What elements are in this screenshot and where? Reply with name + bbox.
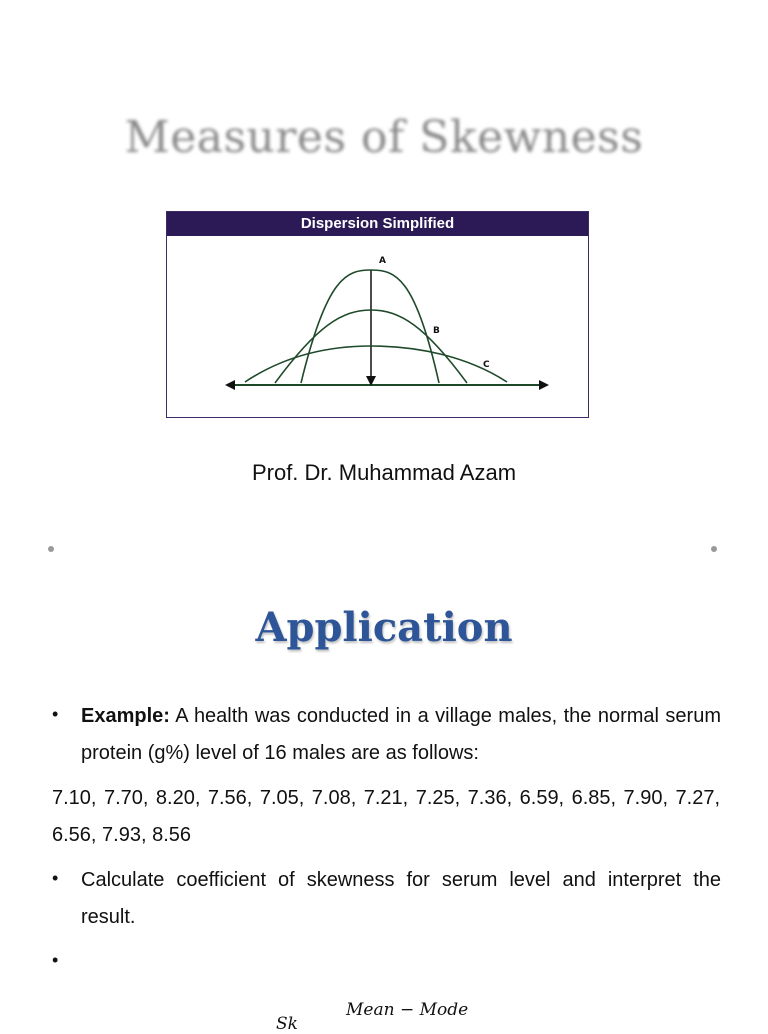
divider-dot-right bbox=[711, 546, 717, 552]
author-name: Prof. Dr. Muhammad Azam bbox=[251, 460, 517, 485]
curve-label-b: B bbox=[433, 326, 440, 336]
curve-label-a: A bbox=[379, 256, 386, 266]
example-label: Example: bbox=[81, 705, 170, 727]
bullet-icon: • bbox=[52, 950, 59, 970]
application-heading: Application bbox=[255, 604, 513, 651]
curve-a bbox=[301, 270, 439, 383]
task-paragraph: Calculate coefficient of skewness for serum level and interpret the result. bbox=[81, 869, 721, 928]
data-values: 7.10, 7.70, 8.20, 7.56, 7.05, 7.08, 7.21, 7.25, 7.36, 6.59, 6.85, 7.90, 7.27, 6.56, 7.93, 8.56 bbox=[52, 787, 720, 846]
dispersion-figure bbox=[166, 211, 589, 418]
right-arrow bbox=[539, 380, 549, 390]
left-arrow bbox=[225, 380, 235, 390]
bullet-icon: • bbox=[52, 868, 59, 888]
bullet-icon: • bbox=[52, 704, 59, 724]
curve-label-c: C bbox=[483, 360, 490, 370]
example-text: A health was conducted in a village males, the normal serum protein (g%) level of 16 males are as follows: bbox=[81, 705, 721, 764]
figure-header: Dispersion Simplified bbox=[167, 212, 588, 236]
formula-numerator: Mean − Mode bbox=[346, 1000, 469, 1020]
curve-c bbox=[245, 346, 507, 382]
formula-prefix: Sk bbox=[276, 1014, 298, 1034]
divider-dot-left bbox=[48, 546, 54, 552]
example-paragraph bbox=[81, 698, 721, 772]
slide-title: Measures of Skewness bbox=[124, 112, 644, 163]
dispersion-curves-diagram bbox=[167, 236, 588, 417]
